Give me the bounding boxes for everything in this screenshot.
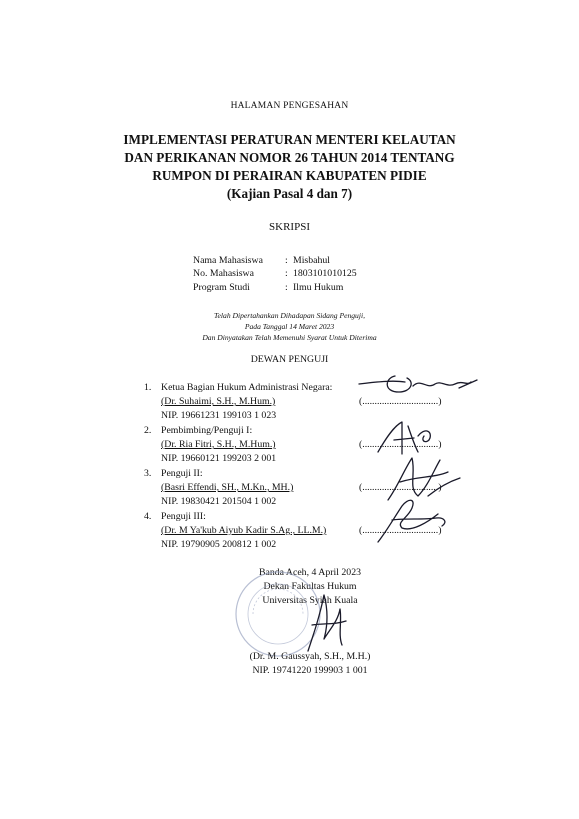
member-3-number: 3. <box>144 468 152 479</box>
member-4-role-row <box>144 511 384 524</box>
member-2-nip: NIP. 19660121 199203 2 001 <box>161 453 277 464</box>
member-1-role: Ketua Bagian Hukum Administrasi Negara: <box>161 382 333 393</box>
page-header: HALAMAN PENGESAHAN <box>230 101 349 111</box>
member-4-role: Penguji III: <box>161 511 206 522</box>
student-id-row <box>193 268 433 281</box>
institution-name: Universitas Syiah Kuala <box>262 595 358 606</box>
member-3-name: (Basri Effendi, SH., M.Kn., MH.) <box>161 482 294 493</box>
member-1-signature-field: (...............................) <box>359 396 442 407</box>
member-4-nip: NIP. 19790905 200812 1 002 <box>161 539 277 550</box>
study-program-value: Ilmu Hukum <box>293 282 344 293</box>
student-name-row <box>193 255 433 268</box>
separator: : <box>285 255 288 266</box>
member-2-signature-field: (...............................) <box>359 439 442 450</box>
separator: : <box>285 282 288 293</box>
defense-note-line-1: Telah Dipertahankan Dihadapan Sidang Penguji, <box>214 311 365 320</box>
separator: : <box>285 268 288 279</box>
member-3-nip: NIP. 19830421 201504 1 002 <box>161 496 277 507</box>
student-name-label: Nama Mahasiswa <box>193 255 263 266</box>
signature-member-1 <box>355 368 485 400</box>
member-1-nip: NIP. 19661231 199103 1 023 <box>161 410 277 421</box>
study-program-row <box>193 282 433 295</box>
member-2-number: 2. <box>144 425 152 436</box>
title-line-3: RUMPON DI PERAIRAN KABUPATEN PIDIE <box>152 168 427 183</box>
title-line-1: IMPLEMENTASI PERATURAN MENTERI KELAUTAN <box>123 132 456 147</box>
student-id-label: No. Mahasiswa <box>193 268 254 279</box>
place-date: Banda Aceh, 4 April 2023 <box>258 567 362 578</box>
member-4-signature-field: (...............................) <box>359 525 442 536</box>
student-id-value: 1803101010125 <box>293 268 357 279</box>
dean-nip: NIP. 19741220 199903 1 001 <box>252 665 368 676</box>
member-4-name: (Dr. M Ya'kub Aiyub Kadir S.Ag., LL.M.) <box>161 525 327 536</box>
member-1-number: 1. <box>144 382 152 393</box>
member-4-number: 4. <box>144 511 152 522</box>
defense-note-line-3: Dan Dinyatakan Telah Memenuhi Syarat Untuk Diterima <box>202 333 377 342</box>
member-1-role-row <box>144 382 384 395</box>
member-1-name: (Dr. Suhaimi, S.H., M.Hum.) <box>161 396 276 407</box>
signature-member-4 <box>372 492 452 548</box>
member-2-role-row <box>144 425 384 438</box>
title-subtitle: (Kajian Pasal 4 dan 7) <box>226 186 353 201</box>
member-3-signature-field: (...............................) <box>359 482 442 493</box>
member-3-role: Penguji II: <box>161 468 203 479</box>
dean-name: (Dr. M. Gaussyah, S.H., M.H.) <box>249 651 371 662</box>
signature-dean <box>300 585 360 655</box>
study-program-label: Program Studi <box>193 282 250 293</box>
member-2-name: (Dr. Ria Fitri, S.H., M.Hum.) <box>161 439 276 450</box>
defense-note-line-2: Pada Tanggal 14 Maret 2023 <box>244 322 335 331</box>
member-2-role: Pembimbing/Penguji I: <box>161 425 253 436</box>
document-type: SKRIPSI <box>269 221 310 233</box>
student-name-value: Misbahul <box>293 255 331 266</box>
member-3-role-row <box>144 468 384 481</box>
committee-heading: DEWAN PENGUJI <box>250 354 329 365</box>
title-line-2: DAN PERIKANAN NOMOR 26 TAHUN 2014 TENTANG <box>124 150 455 165</box>
dean-position: Dekan Fakultas Hukum <box>263 581 357 592</box>
